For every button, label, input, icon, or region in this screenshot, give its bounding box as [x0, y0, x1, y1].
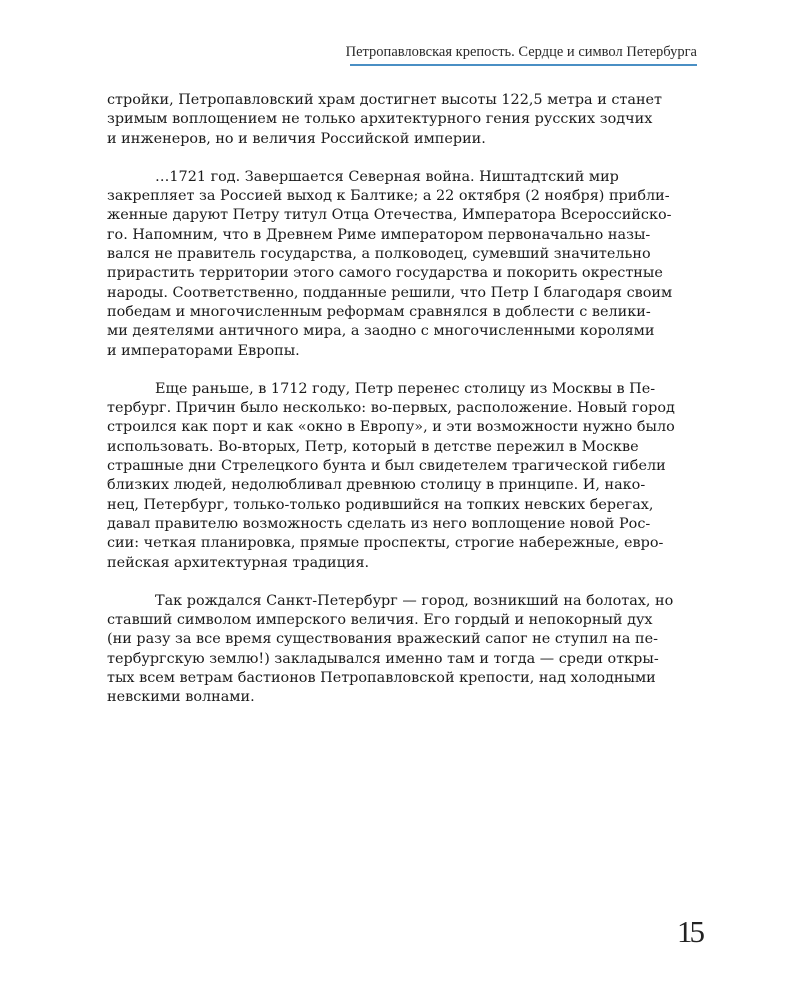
- text-line: тых всем ветрам бастионов Петропавловской крепости, над холодными: [107, 670, 656, 687]
- paragraph-1: [107, 91, 663, 149]
- text-line: женные даруют Петру титул Отца Отечества, Императора Всероссийско-: [107, 207, 672, 224]
- text-line: победам и многочисленным реформам сравнялся в доблести с велики-: [107, 303, 651, 320]
- paragraph-2: [107, 168, 673, 361]
- text-line: тербургскую землю!) закладывался именно там и тогда — среди откры-: [107, 650, 659, 667]
- text-line: пейская архитектурная традиция.: [107, 554, 370, 571]
- text-line: стройки, Петропавловский храм достигнет высоты 122,5 метра и станет: [107, 92, 663, 108]
- text-line: и инженеров, но и величия Российской империи.: [107, 130, 486, 147]
- text-line: …1721 год. Завершается Северная война. Ништадтский мир: [155, 168, 619, 185]
- text-line: ми деятелями античного мира, а заодно с многочисленными королями: [107, 323, 655, 340]
- text-line: закрепляет за Россией выход к Балтике; а 22 октября (2 ноября) прибли-: [107, 188, 670, 205]
- text-line: нец, Петербург, только-только родившийся на топких невских берегах,: [107, 496, 654, 513]
- paragraph-4: [107, 592, 674, 708]
- page-number: 15: [677, 914, 702, 949]
- text-line: сии: четкая планировка, прямые проспекты, строгие набережные, евро-: [107, 535, 664, 552]
- text-line: близких людей, недолюбливал древнюю столицу в принципе. И, нако-: [107, 477, 646, 494]
- text-line: народы. Соответственно, подданные решили, что Петр I благодаря своим: [107, 284, 673, 301]
- text-line: давал правителю возможность сделать из него воплощение новой Рос-: [107, 515, 651, 532]
- text-line: вался не правитель государства, а полководец, сумевший значительно: [107, 246, 651, 263]
- text-line: тербург. Причин было несколько: во-первых, расположение. Новый город: [107, 400, 675, 417]
- text-line: страшные дни Стрелецкого бунта и был свидетелем трагической гибели: [107, 458, 666, 475]
- text-line: и императорами Европы.: [107, 342, 300, 359]
- text-line: зримым воплощением не только архитектурного гения русских зодчих: [107, 111, 653, 128]
- text-line: (ни разу за все время существования вражеский сапог не ступил на пе-: [107, 631, 658, 648]
- running-header: Петропавловская крепость. Сердце и символ Петербурга: [345, 44, 697, 60]
- text-line: использовать. Во-вторых, Петр, который в детстве пережил в Москве: [107, 438, 639, 455]
- text-line: строился как порт и как «окно в Европу», и эти возможности нужно было: [107, 419, 675, 436]
- text-line: ставший символом имперского величия. Его гордый и непокорный дух: [107, 612, 653, 629]
- paragraph-3: [107, 380, 675, 573]
- text-line: прирастить территории этого самого государства и покорить окрестные: [107, 265, 663, 282]
- text-line: невскими волнами.: [107, 689, 255, 706]
- body-text: [107, 91, 675, 727]
- text-line: го. Напомним, что в Древнем Риме императором первоначально назы-: [107, 226, 651, 243]
- header-rule: [350, 64, 697, 66]
- text-line: Еще раньше, в 1712 году, Петр перенес столицу из Москвы в Пе-: [155, 380, 656, 397]
- text-line: Так рождался Санкт-Петербург — город, возникший на болотах, но: [155, 592, 674, 609]
